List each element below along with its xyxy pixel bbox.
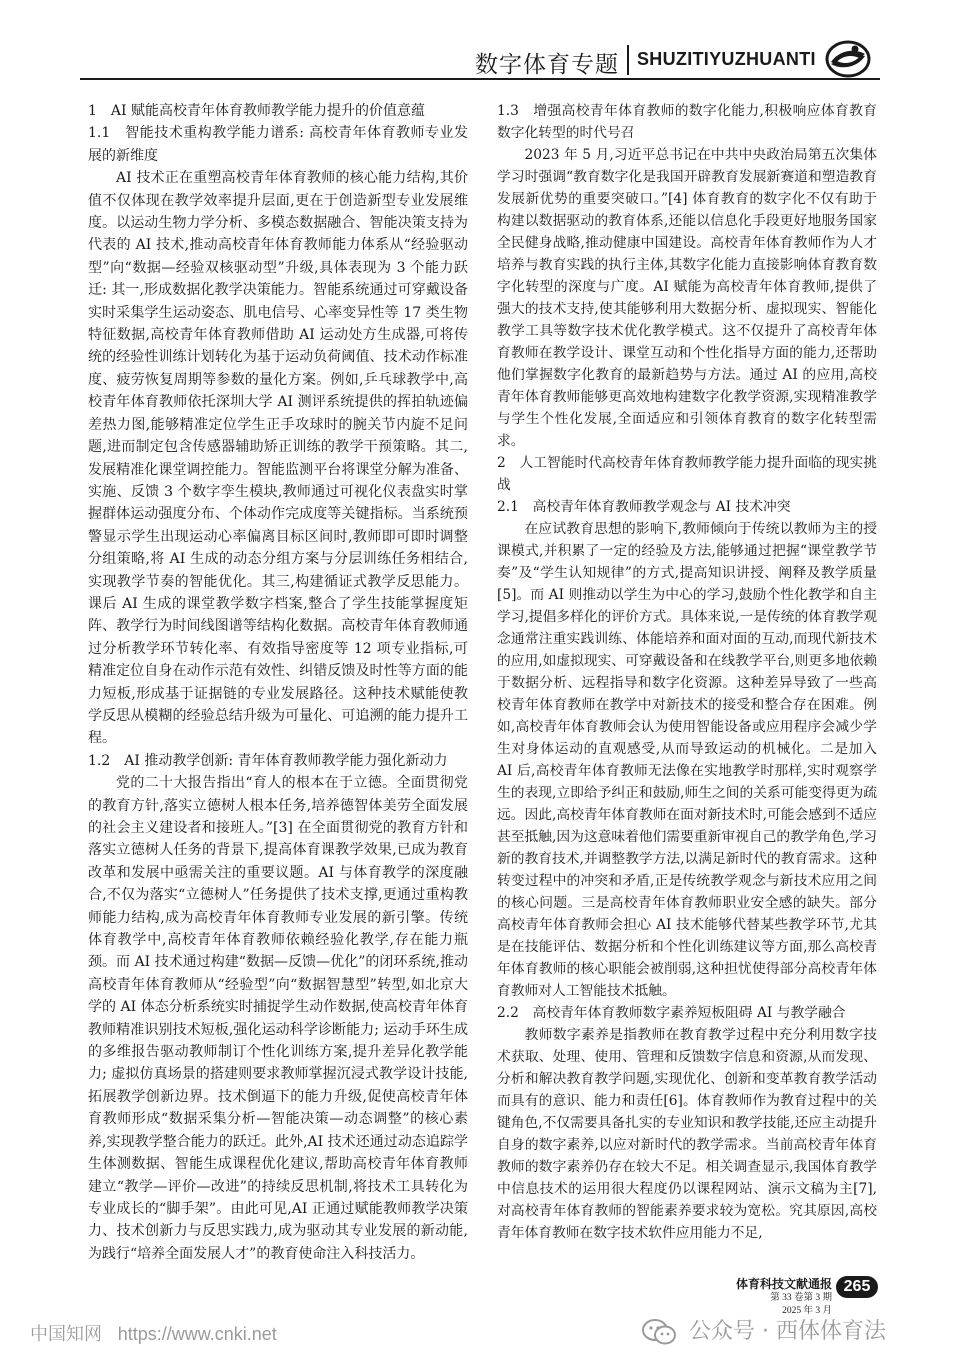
section-heading: 1.2 AI 推动教学创新: 青年体育教师教学能力强化新动力 — [88, 752, 448, 769]
journal-date: 2025 年 3 月 — [782, 1306, 832, 1316]
body-paragraph: 党的二十大报告指出“育人的根本在于立德。全面贯彻党的教育方针,落实立德树人根本任务,培养德智体美劳全面发展的社会主义建设者和接班人。”[3] 在全面贯彻党的教育方针和落实立德树人任务的背景下,提高体育课教学效果,已成为教育改革和发展中亟需关注的重要议题。AI 与体育教学的深度融合,不仅为落实“立德树人”任务提供了技术支撑,更通过重构教师能力结构,成为高校青年体育教师专业发展的新引擎。传统体育教学中,高校青年体育教师依赖经验化教学,存在能力瓶颈。而 AI 技术通过构建“数据—反馈—优化”的闭环系统,推动高校青年体育教师从“经验型”向“数据智慧型”转型,如北京大学的 AI 体态分析系统实时捕捉学生动作数据,使高校青年体育教师精准识别技术短板,强化运动科学诊断能力; 运动手环生成的多维报告驱动教师制订个性化训练方案,提升差异化教学能力; 虚拟仿真场景的搭建则要求教师掌握沉浸式教学设计技能,拓展教学创新边界。技术倒逼下的能力升级,促使高校青年体育教师形成“数据采集分析—智能决策—动态调整”的核心素养,实现教学整合能力的跃迁。此外,AI 技术还通过动态追踪学生体测数据、智能生成课程优化建议,帮助高校青年体育教师建立“教学—评价—改进”的持续反思机制,将技术工具转化为专业成长的“脚手架”。由此可见,AI 正通过赋能教师教学决策力、技术创新力与反思实践力,成为驱动其专业发展的新动能,为践行“培养全面发展人才”的教育使命注入科技活力。 — [88, 775, 468, 1262]
wechat-icon — [642, 1318, 676, 1346]
header-title-en: SHUZITIYUZHUANTI — [637, 49, 816, 69]
section-heading: 1.1 智能技术重构教学能力谱系: 高校青年体育教师专业发展的新维度 — [88, 125, 468, 164]
body-paragraph: 教师数字素养是指教师在教育教学过程中充分利用数字技术获取、处理、使用、管理和反馈数字信息和资源,从而发现、分析和解决教育教学问题,实现优化、创新和变革教育教学活动而具有的意识、能力和责任[6]。体育教师作为教育过程中的关键角色,不仅需要具备扎实的专业知识和教学技能,还应主动提升自身的数字素养,以应对新时代的教学需求。当前高校青年体育教师的数字素养仍存在较大不足。相关调查显示,我国体育教学中信息技术的运用很大程度仍以课程网站、演示文稿为主[7],对高校青年体育教师的智能素养要求较为宽松。究其原因,高校青年体育教师在数字技术软件应用能力不足, — [497, 1027, 877, 1241]
section-heading: 2.1 高校青年体育教师教学观念与 AI 技术冲突 — [497, 499, 791, 515]
body-paragraph: AI 技术正在重塑高校青年体育教师的核心能力结构,其价值不仅体现在教学效率提升层面,更在于创造新型专业发展维度。以运动生物力学分析、多模态数据融合、智能决策支持为代表的 AI 技术,推动高校青年体育教师能力体系从“经验驱动型”向“数据—经验双核驱动型”升级,具体表现为 3 个能力跃迁: 其一,形成数据化教学决策能力。智能系统通过可穿戴设备实时采集学生运动姿态、肌电信号、心率变异性等 17 类生物特征数据,高校青年体育教师借助 AI 运动处方生成器,可将传统的经验性训练计划转化为基于运动负荷阈值、技术动作标准度、疲劳恢复周期等参数的量化方案。例如,乒乓球教学中,高校青年体育教师依托深圳大学 AI 测评系统提供的挥拍轨迹偏差热力图,能够精准定位学生正手攻球时的腕关节内旋不足问题,进而制定包含传感器辅助矫正训练的教学干预策略。其二,发展精准化课堂调控能力。智能监测平台将课堂分解为准备、实施、反馈 3 个数字孪生模块,教师通过可视化仪表盘实时掌握群体运动强度分布、个体动作完成度等关键指标。当系统预警显示学生出现运动心率偏离目标区间时,教师即可即时调整分组策略,将 AI 生成的动态分组方案与分层训练任务相结合,实现教学节奏的智能优化。其三,构建循证式教学反思能力。课后 AI 生成的课堂教学数字档案,整合了学生技能掌握度矩阵、教学行为时间线图谱等结构化数据。高校青年体育教师通过分析教学环节转化率、有效指导密度等 12 项专业指标,可精准定位自身在动作示范有效性、纠错反馈及时性等方面的能力短板,形成基于证据链的专业发展路径。这种技术赋能使教学反思从模糊的经验总结升级为可量化、可追溯的能力提升工程。 — [88, 170, 468, 747]
wechat-watermark — [642, 1314, 886, 1346]
cnki-watermark — [30, 1320, 277, 1346]
section-heading: 1.3 增强高校青年体育教师的数字化能力,积极响应体育教育数字化转型的时代号召 — [497, 103, 877, 141]
journal-name: 体育科技文献通报 — [735, 1277, 832, 1291]
header-title-cn: 数字体育专题 — [475, 52, 619, 78]
header-separator — [627, 45, 629, 75]
section-heading: 2.2 高校青年体育教师数字素养短板阻碍 AI 与教学融合 — [497, 1005, 846, 1021]
section-heading: 1 AI 赋能高校青年体育教师教学能力提升的价值意蕴 — [88, 103, 425, 119]
page-header — [80, 40, 880, 80]
left-column — [88, 100, 468, 1265]
journal-info — [722, 1276, 832, 1318]
body-paragraph: 2023 年 5 月,习近平总书记在中共中央政治局第五次集体学习时强调“教育数字化是我国开辟教育发展新赛道和塑造教育发展新优势的重要突破口。”[4] 体育教育的数字化不仅有助于构建以数据驱动的教育体系,还能以信息化手段更好地服务国家全民健身战略,推动健康中国建设。高校青年体育教师作为人才培养与教育实践的执行主体,其数字化能力直接影响体育教育数字化转型的深度与广度。AI 赋能为高校青年体育教师,提供了强大的技术支持,使其能够利用大数据分析、虚拟现实、智能化教学工具等数字技术优化教学模式。这不仅提升了高校青年体育教师在教学设计、课堂互动和个性化指导方面的能力,还帮助他们掌握数字化教育的最新趋势与方法。通过 AI 的应用,高校青年体育教师能够更高效地构建数字化教学资源,实现精准教学与学生个性化发展,全面适应和引领体育教育的数字化转型需求。 — [497, 147, 877, 449]
right-column — [497, 100, 877, 1244]
sport-logo-icon — [825, 40, 871, 78]
page-number: 265 — [836, 1276, 878, 1298]
journal-volume: 第 33 卷第 3 期 — [770, 1293, 832, 1303]
wechat-account-name: 公众号 · 西体体育法 — [689, 1319, 886, 1344]
body-paragraph: 在应试教育思想的影响下,教师倾向于传统以教师为主的授课模式,并积累了一定的经验及方法,能够通过把握“课堂教学节奏”及“学生认知规律”的方式,提高知识讲授、阐释及教学质量[5]。而 AI 则推动以学生为中心的学习,鼓励个性化教学和自主学习,提倡多样化的评价方式。具体来说,一是传统的体育教学观念通常注重实践训练、体能培养和面对面的互动,而现代新技术的应用,如虚拟现实、可穿戴设备和在线教学平台,则更多地依赖于数据分析、远程指导和数字化资源。这种差异导致了一些高校青年体育教师在教学中对新技术的接受和整合存在困难。例如,高校青年体育教师会认为使用智能设备或应用程序会减少学生对身体运动的直观感受,从而导致运动的机械化。二是加入 AI 后,高校青年体育教师无法像在实地教学时那样,实时观察学生的表现,立即给予纠正和鼓励,师生之间的关系可能变得更为疏远。因此,高校青年体育教师在面对新技术时,可能会感到不适应甚至抵触,因为这意味着他们需要重新审视自己的教学角色,学习新的教育技术,并调整教学方法,以满足新时代的教育需求。这种转变过程中的冲突和矛盾,正是传统教学观念与新技术应用之间的核心问题。三是高校青年体育教师职业安全感的缺失。部分高校青年体育教师会担心 AI 技术能够代替某些教学环节,尤其是在技能评估、数据分析和个性化训练建议等方面,那么高校青年体育教师的核心职能会被削弱,这种担忧使得部分高校青年体育教师对人工智能技术抵触。 — [497, 521, 877, 999]
section-heading: 2 人工智能时代高校青年体育教师教学能力提升面临的现实挑战 — [497, 455, 878, 493]
header-rule — [80, 78, 880, 80]
cnki-site-name: 中国知网 — [30, 1324, 102, 1345]
cnki-url: https://www.cnki.net — [117, 1324, 277, 1344]
